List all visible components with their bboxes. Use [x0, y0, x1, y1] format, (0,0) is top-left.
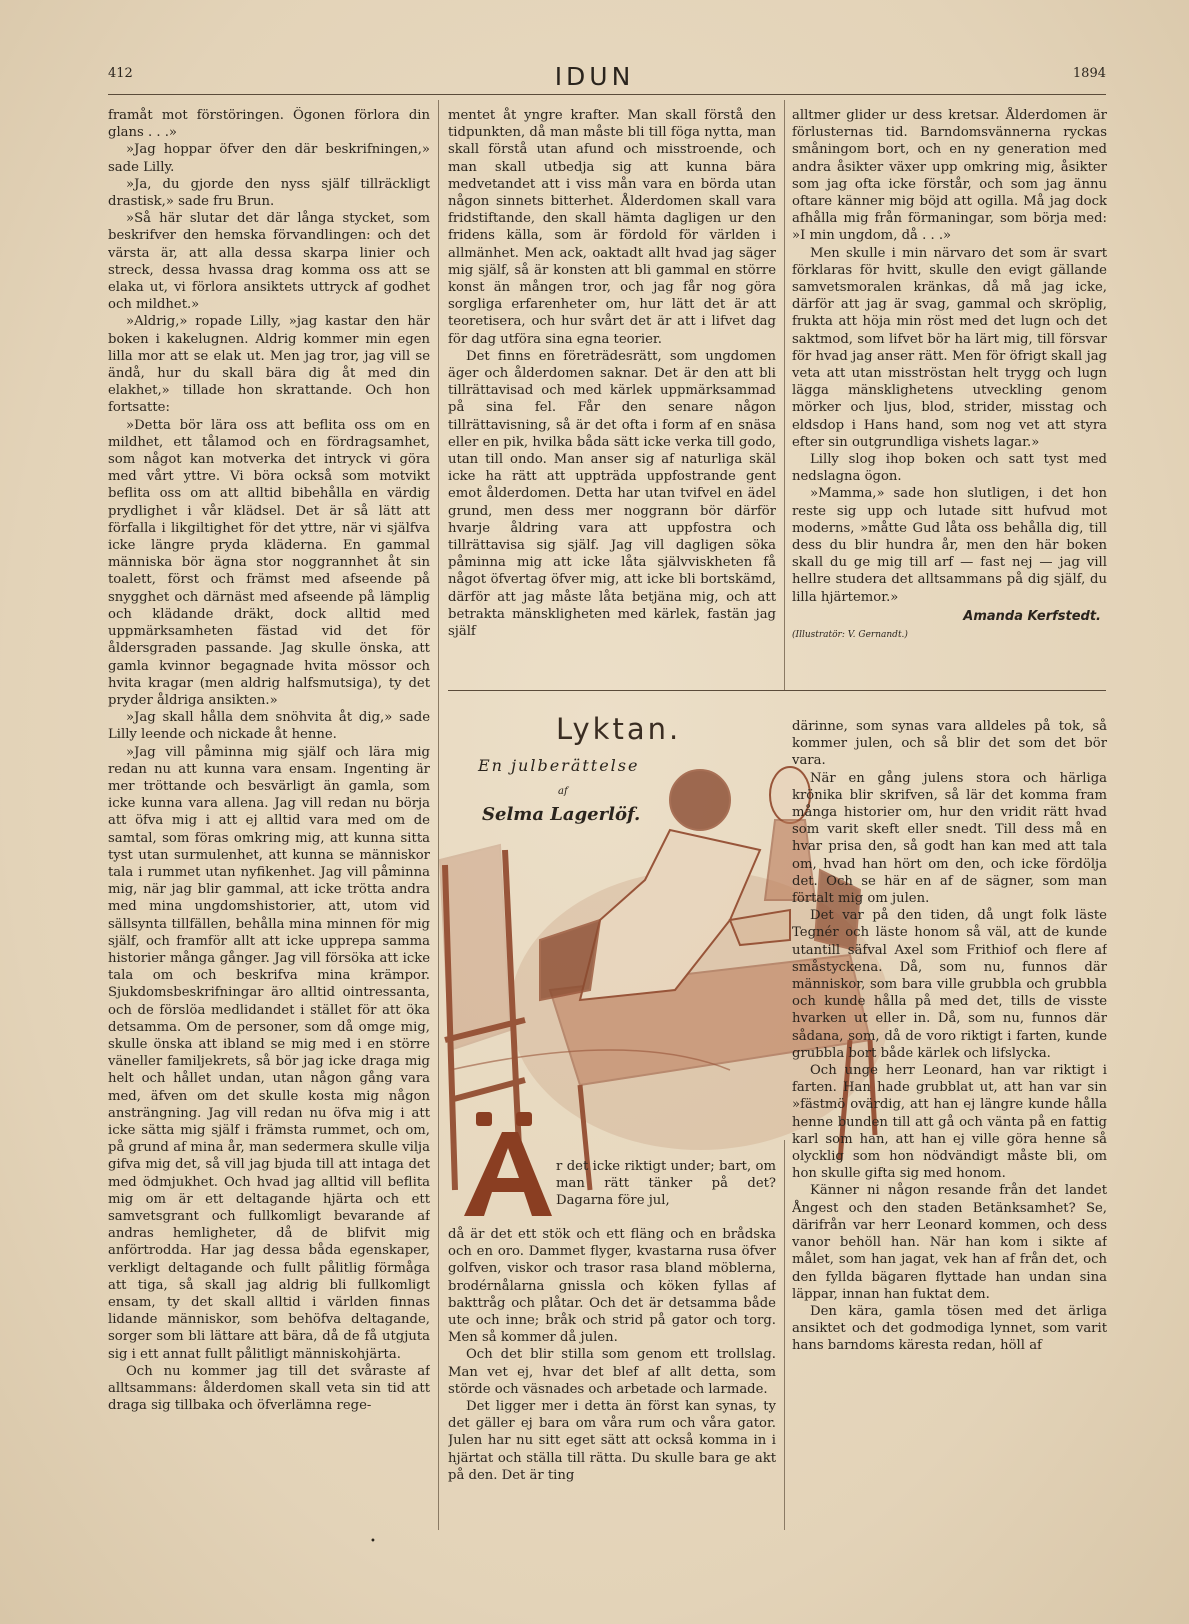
column-3	[792, 107, 1107, 682]
paragraph: Och unge herr Leonard, han var riktigt i farten. Han hade grubblat ut, att han var sin »fästmö ovärdig, att han ej längre kunde hålla henne bunden till att gå och vänta på en fattig karl som han, att han ej ville göra henne så olycklig som hon nödvändigt måste bli, om hon skulle gifta sig med honom.	[792, 1063, 1107, 1182]
paragraph: Men skulle i min närvaro det som är svart förklaras för hvitt, skulle den evigt gällande samvetsmoralen kränkas, då må jag icke, därför att jag är svag, gammal och skröplig, frukta att höja min röst med det lugn och det saktmod, som lifvet bör ha lärt mig, till försvar för hvad jag anser rätt. Men för öfrigt skall jag veta att utan misströstan helt trygg och lugn lägga mänsklighetens utveckling genom mörker och ljus, blod, strider, misstag och eldsdop i Hans hand, som nog vet att styra efter sin outgrundliga vishets lagar.»	[792, 245, 1107, 450]
header-rule	[108, 94, 1106, 95]
drop-cap-a-umlaut	[462, 1112, 554, 1220]
story-title: Lyktan.	[556, 712, 682, 746]
column-2	[448, 107, 776, 677]
paragraph: »Aldrig,» ropade Lilly, »jag kastar den här boken i kakelugnen. Aldrig kommer min egen lilla mor att se elak ut. Men jag tror, jag vill se ändå, hur du skall bära dig åt med din elakhet,» tillade hon skrattande. Och hon fortsatte:	[108, 314, 430, 416]
paragraph: »Jag vill påminna mig själf och lära mig redan nu att kunna vara ensam. Ingenting är mer tröttande och besvärligt än gamla, som icke kunna vara allena. Jag vill redan nu börja att öfva mig i att ej alltid vara med om de samtal, som föras omkring mig, att kunna sitta tyst utan surmulenhet, att kunna se människor tala i rummet utan nyfikenhet. Jag vill påminna mig, när jag blir gammal, att icke trötta andra med mina ungdomshistorier, att, utom vid sällsynta tillfällen, behålla mina minnen för mig själf, och framför allt att icke upprepa samma historier många gånger. Jag vill försöka att icke tala om och beskrifva mina krämpor. Sjukdomsbeskrifningar äro alltid ointressanta, och de förslöa medlidandet i stället för att öka detsamma. Om de personer, som då omge mig, skulle önska att ibland se mig med i en större väneller familjekrets, så bör jag icke draga mig helt och hållet undan, utan någon gång vara med, äfven om det skulle kosta mig någon ansträngning. Jag vill redan nu öfva mig i att icke sätta mig själf i främsta rummet, och om, på grund af mina år, man sedermera skulle vilja gifva mig det, så vill jag bjuda till att intaga det med ödmjukhet. Och hvad jag alltid vill beflita mig om är ett deltagande hjärta och ett samvetsgrant och fullkomligt bevarande af andras hemligheter, då de blifvit mig anförtrodda. Har jag dessa båda egenskaper, verkligt deltagande och fullt pålitlig förmåga att tiga, så skall jag aldrig bli fullkomligt ensam, ty det skall alltid i världen finnas lidande människor, som behöfva deltagande, sorger som bli lättare att bära, då de få utgjuta sig i ett annat fullt pålitligt människohjärta.	[108, 744, 430, 1362]
year: 1894	[1072, 66, 1106, 81]
story-column-2	[448, 1226, 776, 1516]
paragraph: »Mamma,» sade hon slutligen, i det hon reste sig upp och lutade sitt hufvud mot moderns, »måtte Gud låta oss behålla dig, till dess du blir hundra år, men den här boken skall du ge mig till arf — fast nej — jag vill hellre studera det alltsammans på dig själf, du lilla hjärtemor.»	[792, 486, 1107, 605]
column-divider-2-top	[784, 100, 785, 690]
paragraph: Det finns en företrädesrätt, som ungdomen äger och ålderdomen saknar. Det är den att bli tillrättavisad och med kärlek uppmärksammad på sina fel. Får den senare någon tillrättavisning, så är det ofta i form af en snäsa eller en pik, hvilka båda sätt icke verka till godo, utan till ondo. Man anser sig af naturliga skäl icke ha rätt att uppträda uppfostrande gent emot ålderdomen. Detta har utan tvifvel en ädel grund, men dess mer noggrann bör därför hvarje åldring vara att uppfostra och tillrättavisa sig själf. Jag vill dagligen söka påminna mig att icke låta självviskheten få något öfvertag öfver mig, att icke bli bortskämd, därför att jag måste låta betjäna mig, och att betrakta mänskligheten med kärlek, fastän jag själf	[448, 348, 776, 640]
story-by: af	[558, 786, 568, 797]
paragraph: Och det blir stilla som genom ett trollslag. Man vet ej, hvar det blef af allt detta, som störde och väsnades och arbetade och larmade.	[448, 1347, 776, 1397]
story-column-3	[792, 718, 1107, 1518]
paragraph: mentet åt yngre krafter. Man skall förstå den tidpunkten, då man måste bli till föga nytta, man skall förstå utan afund och misstroende, och man skall utbedja sig att kunna bära medvetandet att i viss mån vara en börda utan någon sinnets bitterhet. Ålderdomen skall vara fridstiftande, den skall hämta dagligen ur den fridens källa, som är fördold för världen i allmänhet. Men ack, oaktadt allt hvad jag säger mig själf, så är konsten att bli gammal en större konst än mången tror, och jag får nog göra sorgliga erfarenheter om, hur lätt det är att teoretisera, och hur svårt det är att i lifvet dag för dag utföra sina egna teorier.	[448, 108, 776, 347]
section-rule	[448, 690, 1106, 691]
page-mark: •	[370, 1536, 376, 1547]
paragraph: »Jag hoppar öfver den där beskrifningen,» sade Lilly.	[108, 142, 430, 175]
paragraph: därinne, som synas vara alldeles på tok, så kommer julen, och så blir det som det bör vara.	[792, 719, 1107, 769]
paragraph: Den kära, gamla tösen med det ärliga ansiktet och det godmodiga lynnet, som varit hans barndoms käresta redan, höll af	[792, 1303, 1107, 1354]
paragraph: När en gång julens stora och härliga krönika blir skrifven, så lär det komma fram många historier om, hur den vridit rätt hvad som varit skeft eller snedt. Till dess må en hvar prisa den, så godt han kan med att tala om, hvad han hört om den, och icke fördölja det. Och se här en af de sägner, som man förtalt mig om julen.	[792, 770, 1107, 907]
story-opening-lines: r det icke riktigt under; bart, om man rätt tänker på det? Dagarna före jul,	[556, 1159, 776, 1209]
paragraph: »Ja, du gjorde den nyss själf tillräckligt drastisk,» sade fru Brun.	[108, 176, 430, 210]
paragraph: Känner ni någon resande från det landet Ångest och den staden Betänksamhet? Se, därifrån var herr Leonard kommen, och dess vanor behöll han. När han kom i sikte af målet, som han jagat, vek han af från det, och den fyllda bägaren flyttade han undan sina läppar, innan han fuktat dem.	[792, 1183, 1107, 1302]
paragraph: alltmer glider ur dess kretsar. Ålderdomen är förlusternas tid. Barndomsvännerna ryckas småningom bort, och en ny generation med andra åsikter växer upp omkring mig, åsikter som jag ofta icke förstår, och som jag ännu oftare känner mig böjd att ogilla. Må jag dock afhålla mig från förmaningar, som börja med: »I min ungdom, då . . .»	[792, 108, 1107, 244]
paragraph: då är det ett stök och ett fläng och en brådska och en oro. Dammet flyger, kvastarna rusa öfver golfven, viskor och trasor rasa bland möblerna, brodérnålarna gnissla och köken fyllas af bakttråg och plåtar. Och det är detsamma både ute och inne; bråk och strid på gator och torg. Men så kommer då julen.	[448, 1227, 776, 1346]
paragraph: framåt mot förstöringen. Ögonen förlora din glans . . .»	[108, 108, 430, 141]
story-subtitle: En julberättelse	[478, 756, 640, 775]
paragraph: »Så här slutar det där långa stycket, som beskrifver den hemska förvandlingen: och det värsta är, att alla dessa skarpa linier och streck, dessa hvassa drag komma oss att se elaka ut, vi förlora ansiktets uttryck af godhet och mildhet.»	[108, 211, 430, 313]
paragraph: Det var på den tiden, då ungt folk läste Tegnér och läste honom så väl, att de kunde utantill säfval Axel som Frithiof och flere af småstyckena. Då, som nu, funnos där människor, som bara ville grubbla och grubbla och kunde hålla på med det, tills de visste hvarken ut eller in. Då, som nu, funnos där sådana, som, då de voro riktigt i farten, kunde grubbla bort både kärlek och lifslycka.	[792, 908, 1107, 1061]
magazine-title: IDUN	[554, 62, 635, 91]
paragraph: »Jag skall hålla dem snöhvita åt dig,» sade Lilly leende och nickade åt henne.	[108, 710, 430, 743]
paragraph: Lilly slog ihop boken och satt tyst med nedslagna ögon.	[792, 452, 1107, 485]
paragraph: Det ligger mer i detta än först kan synas, ty det gäller ej bara om våra rum och våra gator. Julen har nu sitt eget sätt att också komma in i hjärtat och ställa till rätta. Du skulle bara ge akt på den. Det är ting	[448, 1399, 776, 1483]
author-signature: Amanda Kerfstedt.	[963, 608, 1101, 624]
illustrator-credit: (Illustratör: V. Gernandt.)	[792, 630, 908, 641]
column-1	[108, 107, 430, 1527]
page-number: 412	[108, 66, 133, 81]
paragraph: Och nu kommer jag till det svåraste af alltsammans: ålderdomen skall veta sin tid att draga sig tillbaka och öfverlämna rege-	[108, 1363, 430, 1414]
story-opening	[556, 1158, 776, 1230]
paragraph: »Detta bör lära oss att beflita oss om en mildhet, ett tålamod och en fördragsamhet, som något kan motverka det intryck vi göra med vårt yttre. Vi böra också som motvikt beflita oss om att alltid bibehålla en värdig prydlighet i vår klädsel. Det är så lätt att förfalla i likgiltighet för det yttre, när vi själfva icke längre pryda kläderna. En gammal människa bör ägna stor noggrannhet åt sin toalett, först och främst med afseende på snygghet och därnäst med afseende på lämplig och klädande dräkt, dock alltid med uppmärksamheten fästad vid det för åldersgraden passande. Jag skulle önska, att gamla kvinnor begagnade hvita mössor och hvita kragar (men aldrig halfsmutsiga), ty det pryder åldriga ansikten.»	[108, 417, 430, 708]
story-author: Selma Lagerlöf.	[482, 804, 641, 825]
